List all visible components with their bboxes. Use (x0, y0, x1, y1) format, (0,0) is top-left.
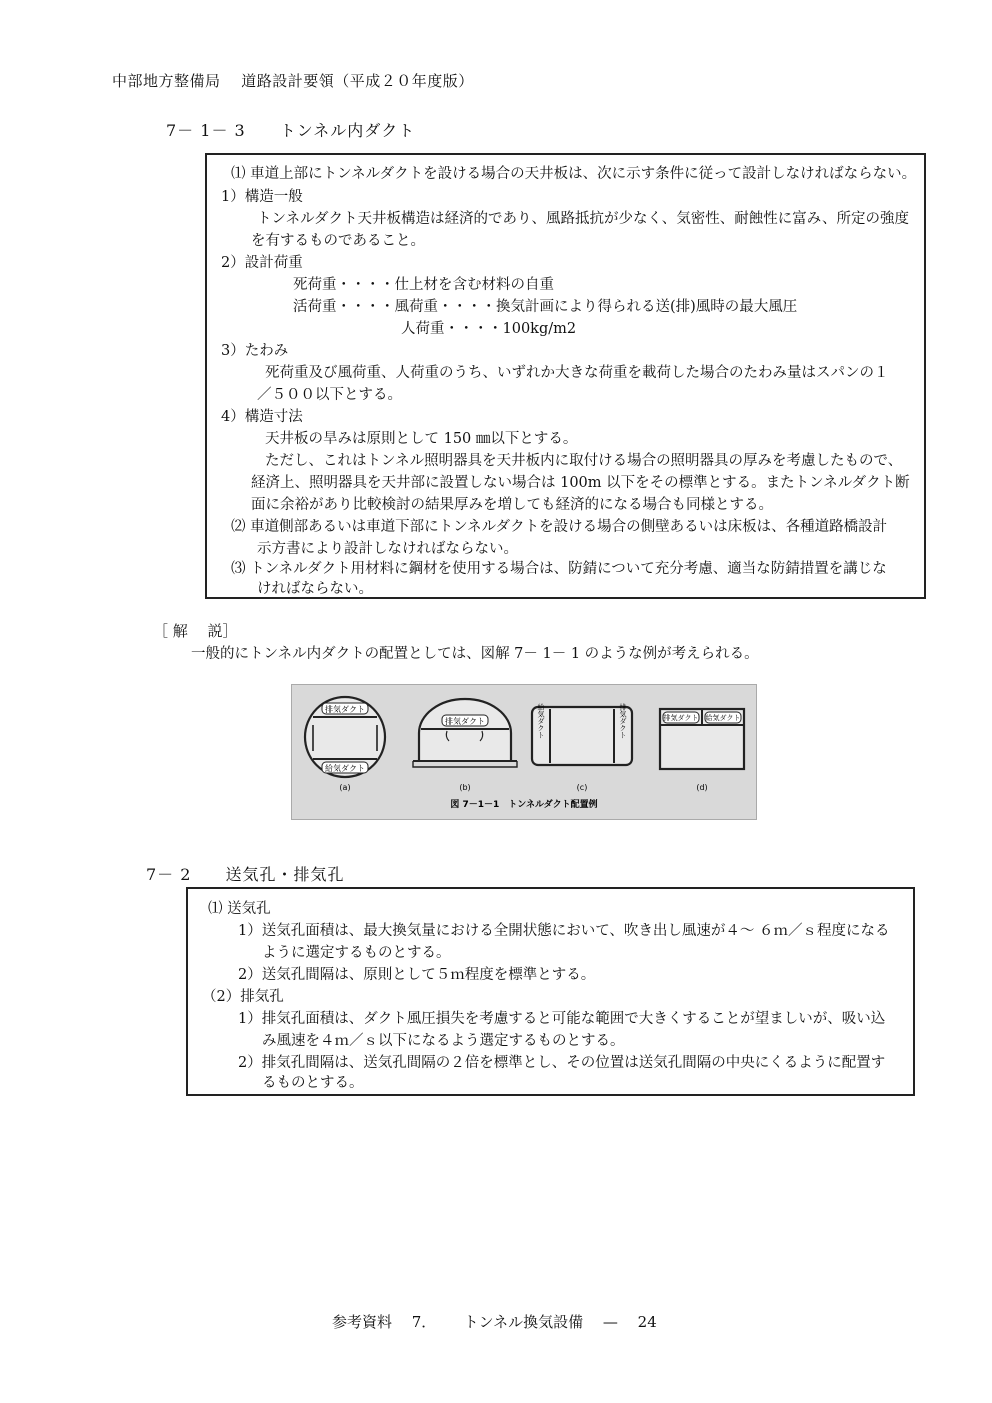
fig-a-top-label: 排気ダクト (325, 705, 365, 714)
box1-line-16: ⑵ 車道側部あるいは車道下部にトンネルダクトを設ける場合の側壁あるいは床板は、各種道路橋設計 (231, 519, 888, 535)
box1-line-11: 4）構造寸法 (221, 409, 303, 425)
box1-line-3: を有するものであること。 (251, 233, 425, 249)
box1-line-6: 活荷重・・・・風荷重・・・・換気計画により得られる送(排)風時の最大風圧 (293, 299, 798, 315)
box2-line-3: 2）送気孔間隔は、原則として５ｍ程度を標準とする。 (238, 967, 596, 983)
fig-b-label: 排気ダクト (445, 717, 485, 726)
box1-line-14: 経済上、照明器具を天井部に設置しない場合は 100m 以下をその標準とする。またトンネルダクト断 (251, 475, 910, 491)
fig-d-right-label: 給気ダクト (705, 714, 741, 722)
duct-layout-figure (291, 684, 757, 820)
requirements-box-1 (205, 153, 926, 599)
box2-line-6: み風速を４ｍ／ｓ以下になるよう選定するものとする。 (262, 1033, 625, 1049)
page-header: 中部地方整備局 道路設計要領（平成２０年度版） (112, 72, 474, 90)
box1-line-12: 天井板の旱みは原則として 150 ㎜以下とする。 (265, 431, 578, 447)
box1-line-7: 人荷重・・・・100kg/m2 (401, 321, 577, 337)
fig-d-sub-label: (d) (696, 783, 708, 792)
fig-a-bottom-label: 給気ダクト (325, 764, 365, 773)
section-title-7-1-3: 7－ 1－ 3 トンネル内ダクト (166, 121, 416, 140)
box1-line-8: 3）たわみ (221, 343, 289, 359)
box1-line-15: 面に余裕があり比較検討の結果厚みを増しても経済的になる場合も同様とする。 (251, 497, 773, 513)
box2-line-5: 1）排気孔面積は、ダクト風圧損失を考慮すると可能な範囲で大きくすることが望ましいが、吸い込 (238, 1011, 886, 1027)
box1-line-0: ⑴ 車道上部にトンネルダクトを設ける場合の天井板は、次に示す条件に従って設計しなければならない。 (231, 166, 917, 182)
fig-b-sub-label: (b) (459, 783, 471, 792)
fig-c-left-label: 給気ダクト (537, 703, 545, 739)
page-footer: 参考資料 7． トンネル換気設備 — 24 (332, 1313, 657, 1331)
figure-caption: 図 7－1－1 トンネルダクト配置例 (450, 800, 598, 810)
requirements-box-2 (186, 887, 915, 1096)
section-title-7-2: 7－ 2 送気孔・排気孔 (146, 865, 345, 884)
box1-line-13: ただし、これはトンネル照明器具を天井板内に取付ける場合の照明器具の厚みを考慮したもので、 (265, 453, 903, 469)
tunnel-c-outline (532, 707, 632, 765)
box2-line-8: るものとする。 (262, 1075, 364, 1091)
box1-line-18: ⑶ トンネルダクト用材料に鋼材を使用する場合は、防錆について充分考慮、適当な防錆措置を講じな (231, 561, 887, 577)
fig-c-right-label: 排気ダクト (619, 703, 627, 739)
commentary-text: 一般的にトンネル内ダクトの配置としては、図解 7－ 1－ 1 のような例が考えられる。 (191, 646, 759, 662)
box1-line-19: ければならない。 (257, 581, 373, 597)
box1-line-4: 2）設計荷重 (221, 255, 303, 271)
fig-d-left-label: 排気ダクト (663, 714, 699, 722)
box2-line-4: （2）排気孔 (202, 989, 284, 1005)
box1-line-9: 死荷重及び風荷重、人荷重のうち、いずれか大きな荷重を載荷した場合のたわみ量はスパンの１ (265, 365, 889, 381)
duct-layout-diagram (292, 685, 756, 819)
box2-line-0: ⑴ 送気孔 (208, 901, 271, 917)
box1-line-2: トンネルダクト天井板構造は経済的であり、風路抵抗が少なく、気密性、耐蝕性に富み、所定の強度 (257, 211, 910, 227)
box2-line-2: ように選定するものとする。 (262, 945, 451, 961)
box1-line-5: 死荷重・・・・仕上材を含む材料の自重 (293, 277, 554, 293)
box2-line-7: 2）排気孔間隔は、送気孔間隔の２倍を標準とし、その位置は送気孔間隔の中央にくるように配置す (238, 1055, 886, 1071)
box1-line-17: 示方書により設計しなければならない。 (257, 541, 518, 557)
box1-line-1: 1）構造一般 (221, 189, 303, 205)
fig-a-sub-label: (a) (339, 783, 351, 792)
box2-line-1: 1）送気孔面積は、最大換気量における全開状態において、吹き出し風速が４～ ６ｍ／ｓ程度になる (238, 923, 890, 939)
fig-c-sub-label: (c) (576, 783, 588, 792)
box1-line-10: ／５００以下とする。 (257, 387, 402, 403)
commentary-heading: ［ 解 説］ (153, 622, 238, 640)
